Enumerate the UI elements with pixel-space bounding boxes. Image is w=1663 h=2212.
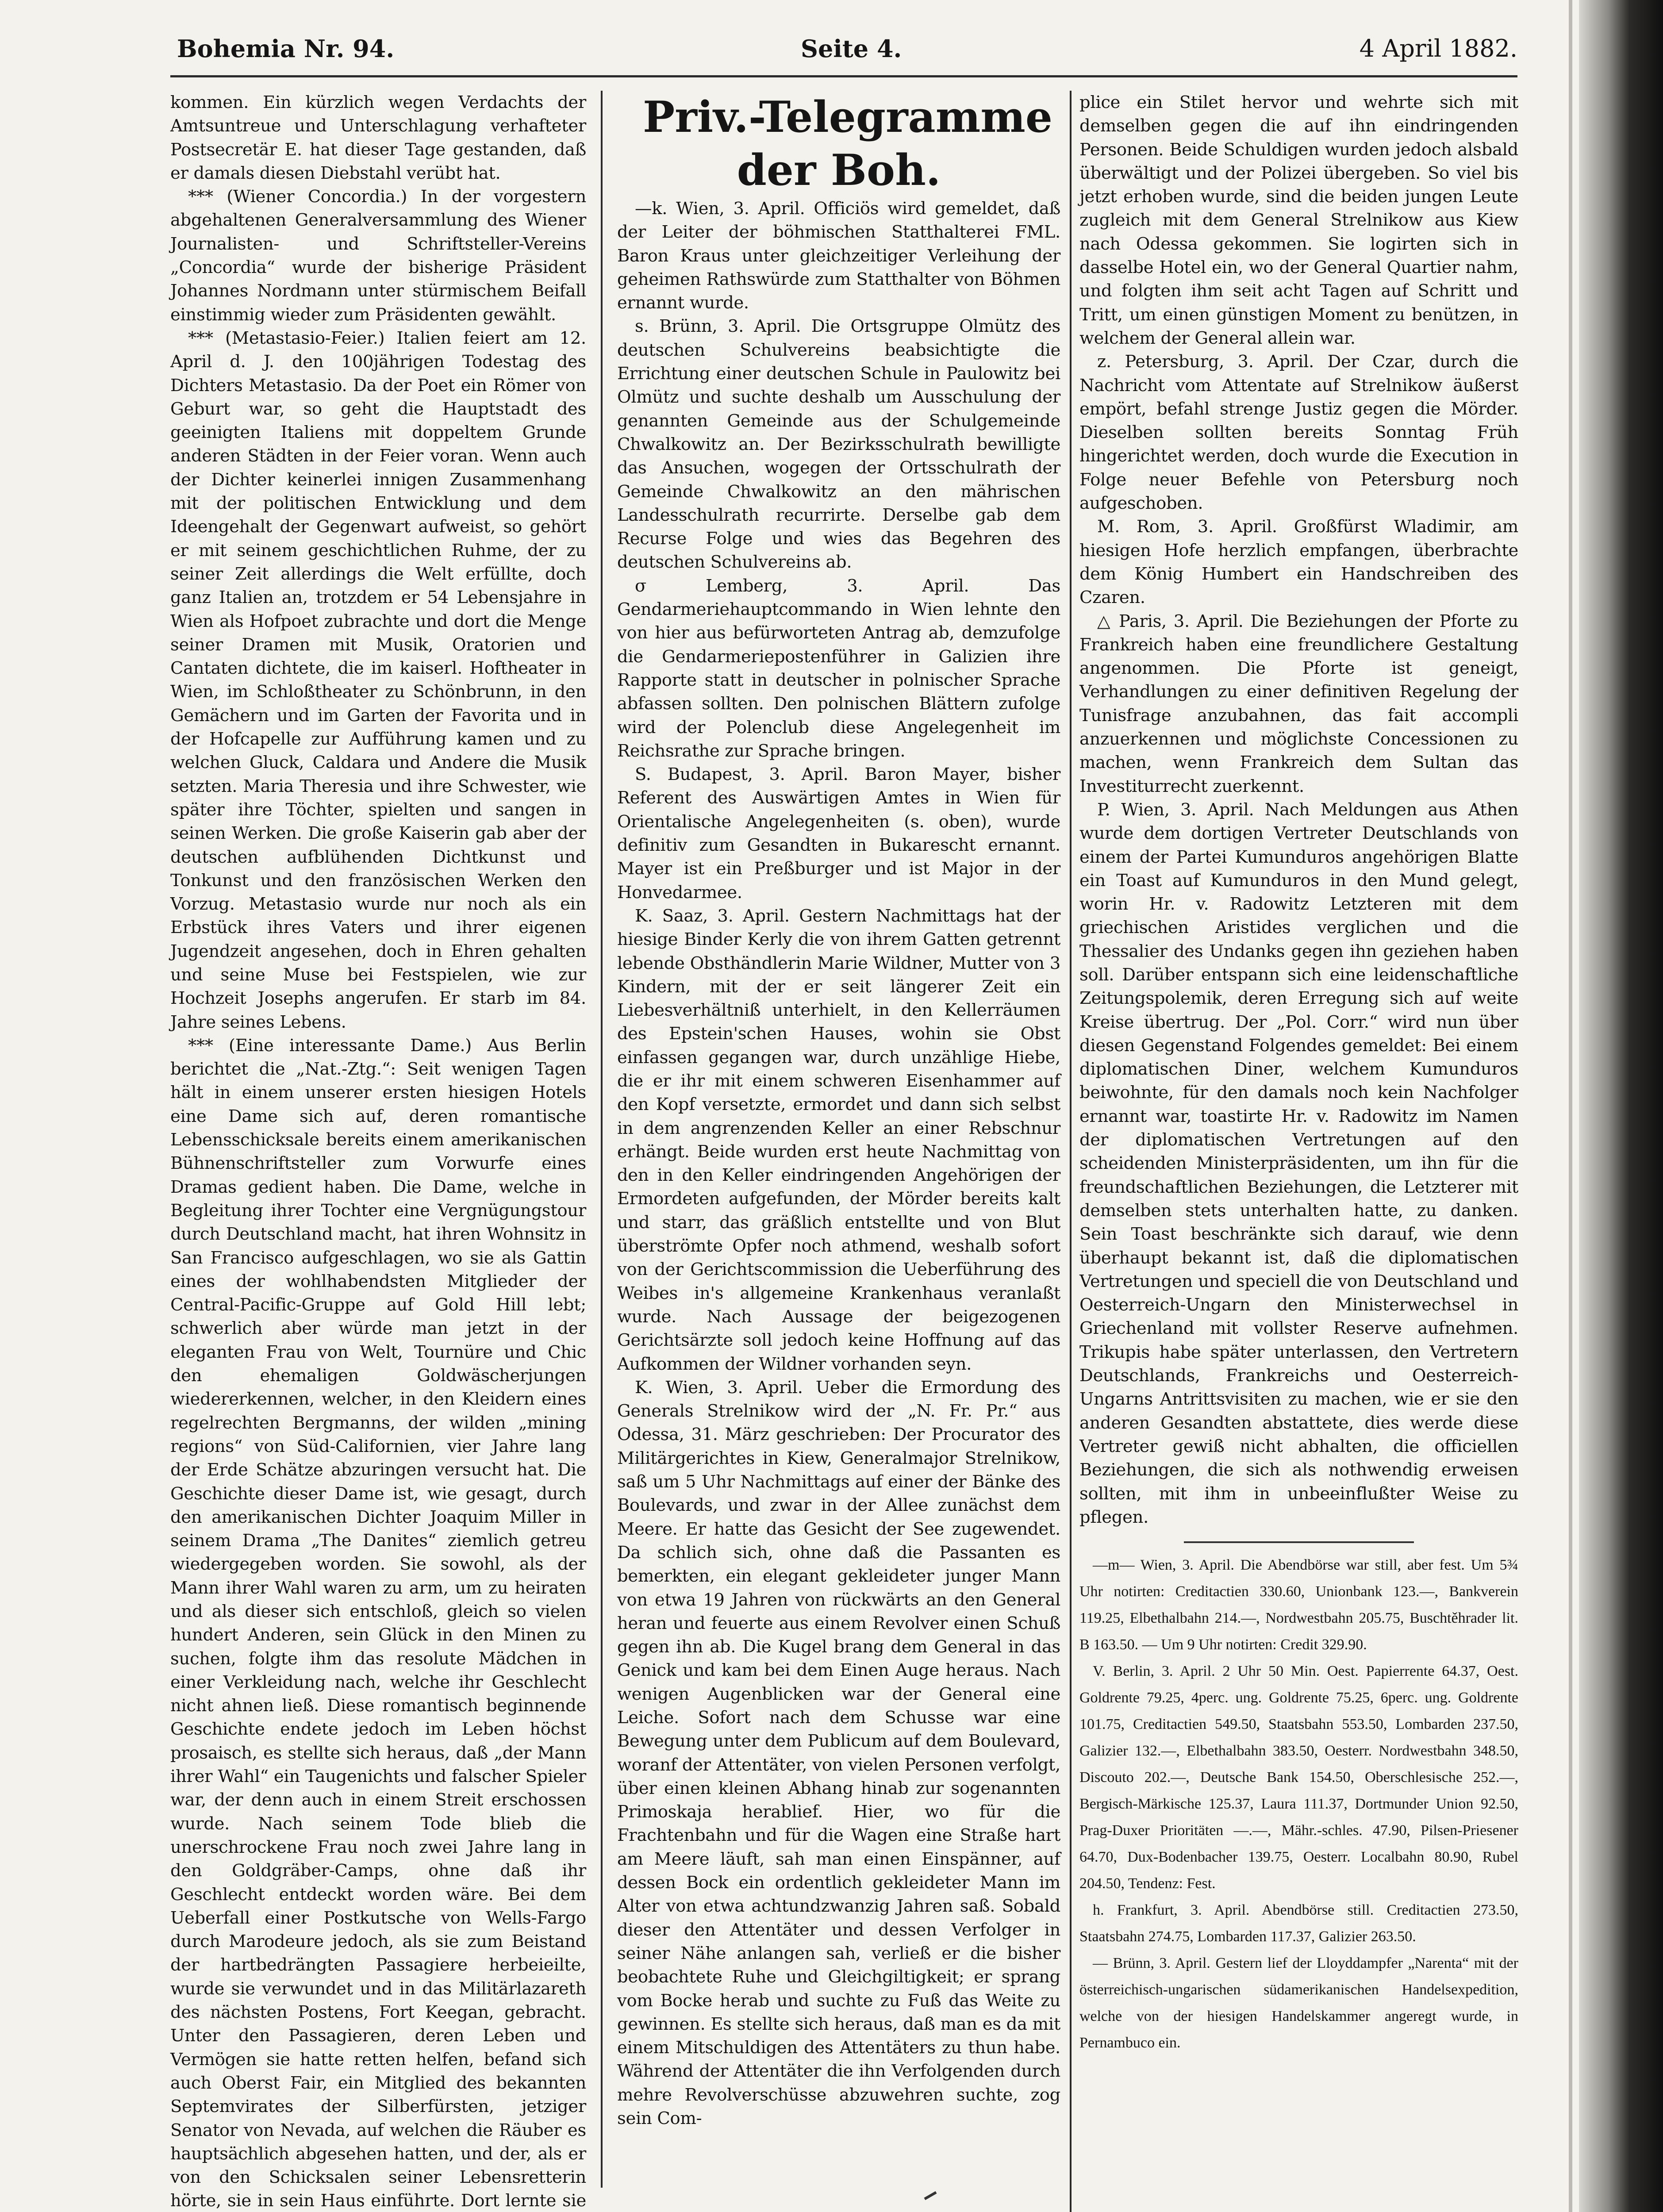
column-rule-2 — [1070, 91, 1072, 2212]
telegram-continuation: plice ein Stilet hervor und wehrte sich mit demselben gegen die auf ihn eindringenden Personen. Beide Schuldigen wurden jedoch alsbald überwältigt und der Polizei übergeben. So viel bis jetzt erhoben wurde, sind die beiden jungen Leute zugleich mit dem General Strelnikow aus Kiew nach Odessa gekommen. Sie logirten sich in dasselbe Hotel ein, wo der General Quartier nahm, und folgten ihm seit acht Tagen auf Schritt und Tritt, um einen günstigen Moment zu benützen, in welchem der General allein war. — [1079, 92, 1518, 348]
telegram-wien-strelnikow: K. Wien, 3. April. Ueber die Ermordung des Generals Strelnikow wird der „N. Fr. Pr.“ aus Odessa, 31. März geschrieben: Der Procurator des Militärgerichtes in Kiew, Generalmajor Strelnikow, saß um 5 Uhr Nachmittags auf einer der Bänke des Boulevards, und zwar in der Allee zunächst dem Meere. Er hatte das Gesicht der See zugewendet. Da schlich sich, ohne daß die Passanten es bemerkten, ein elegant gekleideter junger Mann von etwa 19 Jahren von rückwärts an den General heran und feuerte aus einem Revolver einen Schuß gegen ihn ab. Die Kugel brang dem General in das Genick und kam bei dem Einen Auge heraus. Nach wenigen Augenblicken war der General eine Leiche. Sofort nach dem Schusse war eine Bewegung unter dem Publicum auf dem Boulevard, woranf der Attentäter, von vielen Personen verfolgt, über einen kleinen Abhang hinab zur sogenannten Primoskaja herablief. Hier, wo für die Frachtenbahn und für die Wagen eine Straße hart am Meere läuft, sah man einen Einspänner, auf dessen Bock ein ordentlich gekleideter Mann im Alter von etwa achtundzwanzig Jahren saß. Sobald dieser den Attentäter und dessen Verfolger in seiner Nähe anlangen sah, verließ er die bisher beobachtete Ruhe und Gleichgiltigkeit; er sprang vom Bocke herab und suchte zu Fuß das Weite zu gewinnen. Es stellte sich heraus, daß man es da mit einem Mitschuldigen des Attentäters zu thun habe. Während der Attentäter die ihn Verfolgenden durch mehre Revolverschüsse abzuwehren suchte, zog sein Com- — [617, 1377, 1060, 2129]
boerse-frankfurt: h. Frankfurt, 3. April. Abendbörse still. Creditactien 273.50, Staatsbahn 274.75, Lombarden 117.37, Galizier 263.50. — [1079, 1902, 1518, 1945]
telegram-budapest: S. Budapest, 3. April. Baron Mayer, bisher Referent des Auswärtigen Amtes in Wien für Orientalische Angelegenheiten (s. oben), wurde definitiv zum Gesandten in Bukarescht ernannt. Mayer ist ein Preßburger und ist Major in der Honvedarmee. — [617, 764, 1060, 902]
page-number: Seite 4. — [801, 35, 902, 63]
column-3 — [1079, 91, 1518, 2056]
header-rule — [170, 75, 1517, 77]
telegram-rom: M. Rom, 3. April. Großfürst Wladimir, am hiesigen Hofe herzlich empfangen, überbrachte dem König Humbert ein Handschreiben des Czaren. — [1079, 517, 1518, 608]
masthead-issue: Bohemia Nr. 94. — [177, 35, 395, 63]
column-2 — [617, 91, 1060, 2130]
binding-shadow — [1579, 0, 1663, 2212]
telegram-saaz: K. Saaz, 3. April. Gestern Nachmittags hat der hiesige Binder Kerly die von ihrem Gatten getrennt lebende Obsthändlerin Marie Wildner, Mutter von 3 Kindern, mit der er seit längerer Zeit ein Liebesverhältniß unterhielt, in den Kellerräumen des Epstein'schen Hauses, wohin sie Obst einfassen gegangen war, durch unzählige Hiebe, die er ihr mit einem schweren Eisenhammer auf den Kopf versetzte, ermordet und dann sich selbst in dem angrenzenden Keller an einer Rebschnur erhängt. Beide wurden erst heute Nachmittag von den in den Keller eindringenden Angehörigen der Ermordeten aufgefunden, der Mörder bereits kalt und starr, das gräßlich entstellte und von Blut überströmte Opfer noch athmend, weshalb sofort von der Gerichtscommission die Ueberführung des Weibes in's allgemeine Krankenhaus veranlaßt wurde. Nach Aussage der beigezogenen Gerichtsärzte soll jedoch keine Hoffnung auf das Aufkommen der Wildner vorhanden seyn. — [617, 906, 1060, 1374]
issue-date: 4 April 1882. — [1359, 35, 1517, 62]
column-rule-1 — [601, 91, 603, 2188]
notice-bruenn: — Brünn, 3. April. Gestern lief der Lloyddampfer „Narenta“ mit der österreichisch-ungarischen südamerikanischen Handelsexpedition, welche von der hiesigen Handelskammer angeregt wurde, in Pernambuco ein. — [1079, 1955, 1518, 2051]
section-divider — [1184, 1541, 1414, 1543]
telegram-wien-athen: P. Wien, 3. April. Nach Meldungen aus Athen wurde dem dortigen Vertreter Deutschlands von einem der Partei Kumunduros angehörigen Blatte ein Toast auf Kumunduros in den Mund gelegt, worin Hr. v. Radowitz Letzteren mit dem griechischen Aristides verglichen und die Thessalier des Undanks gegen ihn geziehen haben soll. Darüber entspann sich eine leidenschaftliche Zeitungspolemik, deren Erregung sich auf weite Kreise übertrug. Der „Pol. Corr.“ wird nun über diesen Gegenstand Folgendes gemeldet: Bei einem diplomatischen Diner, welchem Kumunduros beiwohnte, für den damals noch kein Nachfolger ernannt war, toastirte Hr. v. Radowitz im Namen der diplomatischen Vertretungen auf den scheidenden Ministerpräsidenten, um ihn für die freundschaftlichen Beziehungen, die Letzterer mit demselben stets unterhalten hatte, zu danken. Sein Toast beschränkte sich darauf, wie denn überhaupt bekannt ist, daß die diplomatischen Vertretungen und speciell die von Deutschland und Oesterreich-Ungarn den Ministerwechsel in Griechenland mit vollster Reserve aufnehmen. Trikupis habe später unterlassen, den Vertretern Deutschlands, Frankreichs und Oesterreich-Ungarns Antrittsvisiten zu machen, wie er sie den anderen Gesandten abstattete, dies werde diese Vertreter gewiß nicht abhalten, die officiellen Beziehungen, die sich als nothwendig erweisen sollten, mit ihm in unbeeinflußter Weise zu pflegen. — [1079, 799, 1518, 1527]
column-1 — [170, 91, 586, 2212]
telegram-paris: △ Paris, 3. April. Die Beziehungen der Pforte zu Frankreich haben eine freundlichere Gestaltung angenommen. Die Pforte ist geneigt, Verhandlungen zu einer definitiven Regelung der Tunisfrage anzubahnen, das fait accompli anzuerkennen und möglichste Concessionen zu machen, wenn Frankreich dem Sultan das Investiturrecht zuerkennt. — [1079, 611, 1518, 796]
page-header — [177, 35, 1517, 65]
telegram-lemberg: σ Lemberg, 3. April. Das Gendarmeriehauptcommando in Wien lehnte den von hier aus befürworteten Antrag ab, demzufolge die Gendarmeriepostenführer in Galizien ihre Rapporte statt in deutscher in polnischer Sprache abfassen sollten. Den polnischen Blättern zufolge wird der Polenclub diese Angelegenheit im Reichsrathe zur Sprache bringen. — [617, 576, 1060, 761]
article-wiener-concordia: *** (Wiener Concordia.) In der vorgestern abgehaltenen Generalversammlung des Wiener Journalisten- und Schriftsteller-Vereins „Concordia“ wurde der bisherige Präsident Johannes Nordmann unter stürmischem Beifall einstimmig wieder zum Präsidenten gewählt. — [170, 187, 586, 325]
boerse-wien: —m— Wien, 3. April. Die Abendbörse war still, aber fest. Um 5¾ Uhr notirten: Creditactien 330.60, Unionbank 123.—, Bankverein 119.25, Elbethalbahn 214.—, Nordwestbahn 205.75, Buschtěhrader lit. B 163.50. — Um 9 Uhr notirten: Credit 329.90. — [1079, 1557, 1518, 1653]
section-title-telegramme: Priv.-Telegramme der Boh. — [643, 92, 1052, 195]
ink-mark — [924, 2191, 937, 2200]
telegram-petersburg: z. Petersburg, 3. April. Der Czar, durch die Nachricht vom Attentate auf Strelnikow äußerst empört, befahl strenge Justiz gegen die Mörder. Dieselben sollten bereits Sonntag Früh hingerichtet werden, doch wurde die Execution in Folge neuer Befehle von Petersburg noch aufgeschoben. — [1079, 352, 1518, 514]
financial-reports — [1079, 1552, 1518, 2056]
telegram-bruenn: s. Brünn, 3. April. Die Ortsgruppe Olmütz des deutschen Schulvereins beabsichtigte die Errichtung einer deutschen Schule in Paulowitz bei Olmütz und suchte deshalb um Ausschulung der genannten Gemeinde aus der Schulgemeinde Chwalkowitz an. Der Bezirksschulrath bewilligte das Ansuchen, wogegen der Ortsschulrath der Gemeinde Chwalkowitz an den mährischen Landesschulrath recurrirte. Derselbe gab dem Recurse Folge und wies das Begehren des deutschen Schulvereins ab. — [617, 316, 1060, 572]
telegram-wien-1: —k. Wien, 3. April. Officiös wird gemeldet, daß der Leiter der böhmischen Statthalterei FML. Baron Kraus unter gleichzeitiger Verleihung der geheimen Rathswürde zum Statthalter von Böhmen ernannt wurde. — [617, 199, 1060, 313]
article-metastasio-feier: *** (Metastasio-Feier.) Italien feiert am 12. April d. J. den 100jährigen Todestag des Dichters Metastasio. Da der Poet ein Römer von Geburt war, so geht die Hauptstadt des geeinigten Italiens mit doppeltem Grunde anderen Städten in der Feier voran. Wenn auch der Dichter keinerlei innigen Zusammenhang mit der politischen Entwicklung und dem Ideengehalt der Gegenwart aufweist, so gehört er mit seinem geschichtlichen Ruhme, der zu seiner Zeit allerdings die Welt erfüllte, doch ganz Italien an, trotzdem er 54 Lebensjahre in Wien als Hofpoet zubrachte und dort die Menge seiner Dramen mit Musik, Oratorien und Cantaten dichtete, die im kaiserl. Hoftheater in Wien, im Schloßtheater zu Schönbrunn, in den Gemächern und im Garten der Favorita und in der Hofcapelle zur Aufführung kamen und zu welchen Gluck, Caldara und Andere die Musik setzten. Maria Theresia und ihre Schwester, wie später ihre Töchter, spielten und sangen in seinen Werken. Die große Kaiserin gab aber der deutschen aufblühenden Dichtkunst und Tonkunst und den französischen Werken den Vorzug. Metastasio wurde nur noch als ein Erbstück ihres Vaters und ihrer eigenen Jugendzeit angesehen, doch in Ehren gehalten und seine Muse bei Festspielen, wie zur Hochzeit Josephs angerufen. Er starb im 84. Jahre seines Lebens. — [170, 328, 586, 1032]
article-continuation: kommen. Ein kürzlich wegen Verdachts der Amtsuntreue und Unterschlagung verhafteter Postsecretär E. hat dieser Tage gestanden, daß er damals diesen Diebstahl verübt hat. — [170, 92, 586, 183]
page-edge — [1569, 0, 1572, 2212]
article-interessante-dame: *** (Eine interessante Dame.) Aus Berlin berichtet die „Nat.-Ztg.“: Seit wenigen Tagen hält in einem unserer ersten hiesigen Hotels eine Dame sich auf, deren romantische Lebensschicksale bereits einem amerikanischen Bühnenschriftsteller zum Vorwurfe eines Dramas gedient haben. Die Dame, welche in Begleitung ihrer Tochter eine Vergnügungstour durch Deutschland macht, hat ihren Wohnsitz in San Francisco aufgeschlagen, wo sie als Gattin eines der wohlhabendsten Mitglieder der Central-Pacific-Gruppe auf Gold Hill lebt; schwerlich aber würde man jetzt in der eleganten Frau von Welt, Tournüre und Chic den ehemaligen Goldwäscherjungen wiedererkennen, welcher, in den Kleidern eines regelrechten Bergmanns, der wilden „mining regions“ von Süd-Californien, vier Jahre lang der Erde Schätze abzuringen versucht hat. Die Geschichte dieser Dame ist, wie gesagt, durch den amerikanischen Dichter Joaquim Miller in seinem Drama „The Danites“ ziemlich getreu wiedergegeben worden. Sie sowohl, als der Mann ihrer Wahl waren zu arm, um zu heiraten und als dieser sich entschloß, gleich so vielen hundert Anderen, sein Glück in den Minen zu suchen, folgte ihm das resolute Mädchen in einer Verkleidung nach, welche ihr Geschlecht nicht ahnen ließ. Diese romantisch beginnende Geschichte endete jedoch im Leben höchst prosaisch, es stellte sich heraus, daß „der Mann ihrer Wahl“ ein Taugenichts und falscher Spieler war, der denn auch in einem Streit erschossen wurde. Nach seinem Tode blieb die unerschrockene Frau noch zwei Jahre lang in den Goldgräber-Camps, ohne daß ihr Geschlecht entdeckt worden wäre. Bei dem Ueberfall einer Postkutsche von Wells-Fargo durch Marodeure jedoch, als sie zum Beistand der hartbedrängten Passagiere herbeieilte, wurde sie verwundet und in das Militärlazareth des nächsten Postens, Fort Keegan, gebracht. Unter den Passagieren, deren Leben und Vermögen sie hatte retten helfen, befand sich auch Oberst Fair, ein Mitglied des bekannten Septemvirates der Silberfürsten, jetziger Senator von Nevada, auf welchen die Räuber es hauptsächlich abgesehen hatten, und der, als er von den Schicksalen seiner Lebensretterin hörte, sie in sein Haus einführte. Dort lernte sie — [170, 1035, 586, 2211]
boerse-berlin: V. Berlin, 3. April. 2 Uhr 50 Min. Oest. Papierrente 64.37, Oest. Goldrente 79.25, 4perc. ung. Goldrente 75.25, 6perc. ung. Goldrente 101.75, Creditactien 549.50, Staatsbahn 553.50, Lombarden 237.50, Galizier 132.—, Elbethalbahn 383.50, Oesterr. Nordwestbahn 348.50, Discouto 202.—, Deutsche Bank 154.50, Oberschlesische 252.—, Bergisch-Märkische 125.37, Laura 111.37, Dortmunder Union 92.50, Prag-Duxer Prioritäten —.—, Mähr.-schles. 47.90, Pilsen-Priesener 64.70, Dux-Bodenbacher 139.75, Oesterr. Localbahn 80.90, Rubel 204.50, Tendenz: Fest. — [1079, 1663, 1518, 1892]
